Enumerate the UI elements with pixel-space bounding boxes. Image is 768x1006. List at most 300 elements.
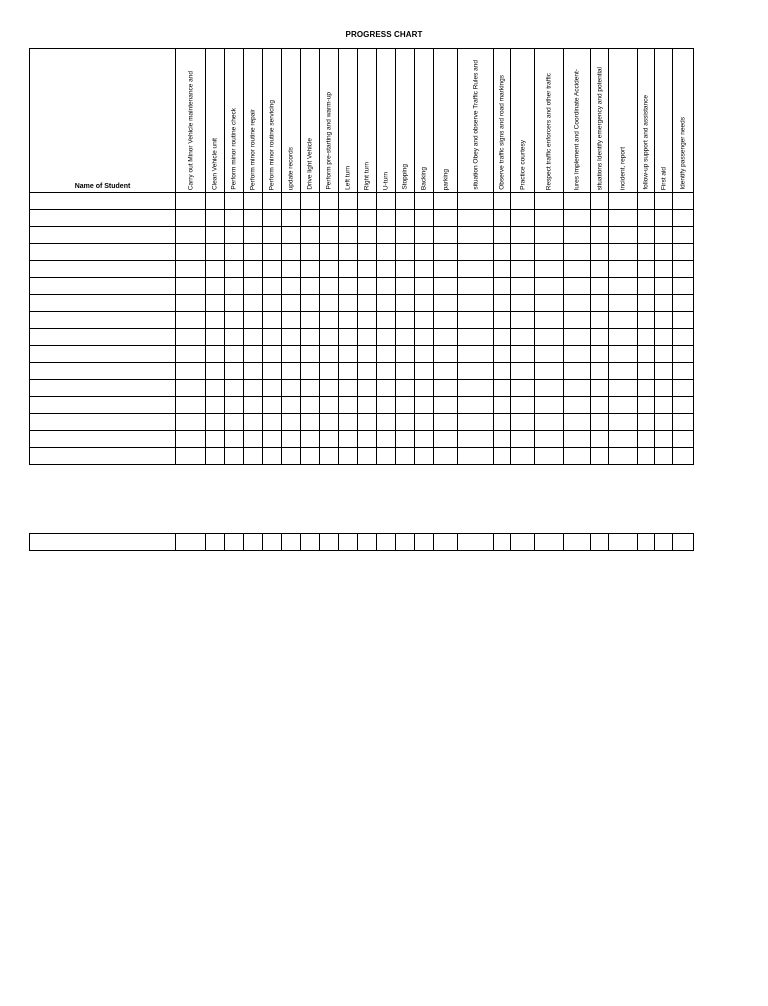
progress-cell[interactable] — [655, 431, 673, 448]
progress-cell[interactable] — [609, 210, 638, 227]
progress-cell[interactable] — [244, 278, 263, 295]
summary-cell[interactable] — [564, 534, 591, 551]
progress-cell[interactable] — [655, 261, 673, 278]
progress-cell[interactable] — [673, 397, 694, 414]
summary-cell[interactable] — [535, 534, 564, 551]
progress-cell[interactable] — [225, 210, 244, 227]
progress-cell[interactable] — [396, 278, 415, 295]
progress-cell[interactable] — [564, 312, 591, 329]
progress-cell[interactable] — [511, 431, 535, 448]
summary-cell[interactable] — [655, 534, 673, 551]
progress-cell[interactable] — [320, 363, 339, 380]
progress-cell[interactable] — [511, 227, 535, 244]
progress-cell[interactable] — [225, 346, 244, 363]
progress-cell[interactable] — [339, 363, 358, 380]
progress-cell[interactable] — [176, 363, 206, 380]
progress-cell[interactable] — [244, 329, 263, 346]
progress-cell[interactable] — [282, 346, 301, 363]
progress-cell[interactable] — [609, 414, 638, 431]
progress-cell[interactable] — [434, 227, 458, 244]
progress-cell[interactable] — [655, 346, 673, 363]
progress-cell[interactable] — [564, 363, 591, 380]
progress-cell[interactable] — [655, 227, 673, 244]
progress-cell[interactable] — [339, 295, 358, 312]
progress-cell[interactable] — [225, 312, 244, 329]
progress-cell[interactable] — [244, 227, 263, 244]
summary-cell[interactable] — [396, 534, 415, 551]
progress-cell[interactable] — [655, 193, 673, 210]
progress-cell[interactable] — [591, 431, 609, 448]
progress-cell[interactable] — [377, 329, 396, 346]
progress-cell[interactable] — [320, 329, 339, 346]
progress-cell[interactable] — [494, 227, 511, 244]
progress-cell[interactable] — [320, 193, 339, 210]
progress-cell[interactable] — [673, 261, 694, 278]
progress-cell[interactable] — [434, 244, 458, 261]
progress-cell[interactable] — [377, 380, 396, 397]
progress-cell[interactable] — [225, 431, 244, 448]
progress-cell[interactable] — [244, 295, 263, 312]
summary-cell[interactable] — [415, 534, 434, 551]
progress-cell[interactable] — [494, 261, 511, 278]
progress-cell[interactable] — [301, 363, 320, 380]
progress-cell[interactable] — [244, 261, 263, 278]
progress-cell[interactable] — [377, 363, 396, 380]
progress-cell[interactable] — [458, 193, 494, 210]
progress-cell[interactable] — [377, 227, 396, 244]
student-name-cell[interactable] — [30, 414, 176, 431]
student-name-cell[interactable] — [30, 210, 176, 227]
progress-cell[interactable] — [415, 397, 434, 414]
progress-cell[interactable] — [358, 193, 377, 210]
progress-cell[interactable] — [564, 261, 591, 278]
progress-cell[interactable] — [282, 227, 301, 244]
student-name-cell[interactable] — [30, 244, 176, 261]
progress-cell[interactable] — [339, 329, 358, 346]
progress-cell[interactable] — [396, 295, 415, 312]
progress-cell[interactable] — [377, 244, 396, 261]
progress-cell[interactable] — [176, 431, 206, 448]
progress-cell[interactable] — [320, 380, 339, 397]
progress-cell[interactable] — [358, 210, 377, 227]
progress-cell[interactable] — [320, 431, 339, 448]
progress-cell[interactable] — [225, 448, 244, 465]
progress-cell[interactable] — [263, 431, 282, 448]
progress-cell[interactable] — [358, 278, 377, 295]
summary-cell[interactable] — [609, 534, 638, 551]
summary-cell[interactable] — [591, 534, 609, 551]
progress-cell[interactable] — [320, 244, 339, 261]
progress-cell[interactable] — [225, 193, 244, 210]
student-name-cell[interactable] — [30, 278, 176, 295]
progress-cell[interactable] — [301, 278, 320, 295]
progress-cell[interactable] — [282, 363, 301, 380]
progress-cell[interactable] — [358, 295, 377, 312]
progress-cell[interactable] — [206, 397, 225, 414]
progress-cell[interactable] — [396, 244, 415, 261]
progress-cell[interactable] — [377, 397, 396, 414]
progress-cell[interactable] — [339, 380, 358, 397]
progress-cell[interactable] — [263, 380, 282, 397]
progress-cell[interactable] — [396, 448, 415, 465]
progress-cell[interactable] — [282, 193, 301, 210]
progress-cell[interactable] — [458, 227, 494, 244]
progress-cell[interactable] — [320, 414, 339, 431]
progress-cell[interactable] — [511, 312, 535, 329]
summary-cell[interactable] — [434, 534, 458, 551]
progress-cell[interactable] — [415, 312, 434, 329]
progress-cell[interactable] — [396, 193, 415, 210]
progress-cell[interactable] — [564, 193, 591, 210]
progress-cell[interactable] — [176, 295, 206, 312]
progress-cell[interactable] — [434, 329, 458, 346]
progress-cell[interactable] — [535, 244, 564, 261]
progress-cell[interactable] — [494, 295, 511, 312]
progress-cell[interactable] — [434, 278, 458, 295]
progress-cell[interactable] — [564, 380, 591, 397]
progress-cell[interactable] — [377, 261, 396, 278]
progress-cell[interactable] — [320, 295, 339, 312]
progress-cell[interactable] — [535, 363, 564, 380]
progress-cell[interactable] — [638, 278, 655, 295]
progress-cell[interactable] — [176, 227, 206, 244]
progress-cell[interactable] — [206, 329, 225, 346]
progress-cell[interactable] — [655, 414, 673, 431]
progress-cell[interactable] — [263, 448, 282, 465]
progress-cell[interactable] — [244, 244, 263, 261]
progress-cell[interactable] — [673, 414, 694, 431]
progress-cell[interactable] — [458, 312, 494, 329]
progress-cell[interactable] — [396, 431, 415, 448]
progress-cell[interactable] — [591, 448, 609, 465]
progress-cell[interactable] — [301, 261, 320, 278]
progress-cell[interactable] — [415, 261, 434, 278]
progress-cell[interactable] — [263, 346, 282, 363]
progress-cell[interactable] — [511, 278, 535, 295]
progress-cell[interactable] — [339, 448, 358, 465]
progress-cell[interactable] — [458, 210, 494, 227]
progress-cell[interactable] — [609, 261, 638, 278]
progress-cell[interactable] — [225, 397, 244, 414]
progress-cell[interactable] — [609, 227, 638, 244]
progress-cell[interactable] — [535, 261, 564, 278]
progress-cell[interactable] — [339, 312, 358, 329]
progress-cell[interactable] — [655, 397, 673, 414]
progress-cell[interactable] — [263, 363, 282, 380]
progress-cell[interactable] — [638, 346, 655, 363]
progress-cell[interactable] — [494, 312, 511, 329]
progress-cell[interactable] — [673, 278, 694, 295]
summary-cell[interactable] — [301, 534, 320, 551]
progress-cell[interactable] — [494, 244, 511, 261]
progress-cell[interactable] — [282, 329, 301, 346]
progress-cell[interactable] — [609, 380, 638, 397]
progress-cell[interactable] — [458, 431, 494, 448]
progress-cell[interactable] — [176, 193, 206, 210]
progress-cell[interactable] — [591, 312, 609, 329]
progress-cell[interactable] — [494, 278, 511, 295]
progress-cell[interactable] — [176, 346, 206, 363]
progress-cell[interactable] — [511, 414, 535, 431]
summary-cell[interactable] — [494, 534, 511, 551]
progress-cell[interactable] — [535, 380, 564, 397]
progress-cell[interactable] — [434, 210, 458, 227]
progress-cell[interactable] — [494, 414, 511, 431]
progress-cell[interactable] — [535, 448, 564, 465]
student-name-cell[interactable] — [30, 193, 176, 210]
progress-cell[interactable] — [339, 244, 358, 261]
progress-cell[interactable] — [339, 431, 358, 448]
progress-cell[interactable] — [339, 193, 358, 210]
progress-cell[interactable] — [244, 397, 263, 414]
summary-cell[interactable] — [244, 534, 263, 551]
progress-cell[interactable] — [244, 210, 263, 227]
progress-cell[interactable] — [377, 431, 396, 448]
progress-cell[interactable] — [206, 210, 225, 227]
progress-cell[interactable] — [282, 244, 301, 261]
progress-cell[interactable] — [591, 193, 609, 210]
progress-cell[interactable] — [176, 414, 206, 431]
progress-cell[interactable] — [320, 278, 339, 295]
progress-cell[interactable] — [176, 380, 206, 397]
progress-cell[interactable] — [263, 329, 282, 346]
progress-cell[interactable] — [263, 312, 282, 329]
progress-cell[interactable] — [564, 244, 591, 261]
progress-cell[interactable] — [244, 363, 263, 380]
student-name-cell[interactable] — [30, 380, 176, 397]
progress-cell[interactable] — [655, 380, 673, 397]
progress-cell[interactable] — [206, 448, 225, 465]
progress-cell[interactable] — [320, 397, 339, 414]
progress-cell[interactable] — [638, 329, 655, 346]
progress-cell[interactable] — [377, 278, 396, 295]
progress-cell[interactable] — [206, 312, 225, 329]
progress-cell[interactable] — [377, 210, 396, 227]
progress-cell[interactable] — [458, 244, 494, 261]
progress-cell[interactable] — [564, 329, 591, 346]
progress-cell[interactable] — [358, 431, 377, 448]
progress-cell[interactable] — [176, 244, 206, 261]
progress-cell[interactable] — [655, 312, 673, 329]
progress-cell[interactable] — [263, 210, 282, 227]
progress-cell[interactable] — [494, 380, 511, 397]
progress-cell[interactable] — [339, 346, 358, 363]
progress-cell[interactable] — [282, 261, 301, 278]
student-name-cell[interactable] — [30, 431, 176, 448]
progress-cell[interactable] — [458, 295, 494, 312]
progress-cell[interactable] — [263, 278, 282, 295]
progress-cell[interactable] — [339, 414, 358, 431]
progress-cell[interactable] — [494, 363, 511, 380]
summary-cell[interactable] — [377, 534, 396, 551]
progress-cell[interactable] — [358, 346, 377, 363]
progress-cell[interactable] — [609, 244, 638, 261]
progress-cell[interactable] — [320, 346, 339, 363]
summary-cell[interactable] — [358, 534, 377, 551]
progress-cell[interactable] — [494, 448, 511, 465]
progress-cell[interactable] — [244, 431, 263, 448]
progress-cell[interactable] — [673, 346, 694, 363]
progress-cell[interactable] — [176, 261, 206, 278]
progress-cell[interactable] — [673, 312, 694, 329]
progress-cell[interactable] — [282, 414, 301, 431]
progress-cell[interactable] — [339, 261, 358, 278]
progress-cell[interactable] — [591, 227, 609, 244]
progress-cell[interactable] — [638, 227, 655, 244]
progress-cell[interactable] — [263, 397, 282, 414]
progress-cell[interactable] — [301, 193, 320, 210]
progress-cell[interactable] — [244, 414, 263, 431]
progress-cell[interactable] — [320, 448, 339, 465]
progress-cell[interactable] — [434, 397, 458, 414]
progress-cell[interactable] — [415, 295, 434, 312]
progress-cell[interactable] — [377, 414, 396, 431]
progress-cell[interactable] — [434, 193, 458, 210]
progress-cell[interactable] — [511, 346, 535, 363]
progress-cell[interactable] — [225, 295, 244, 312]
progress-cell[interactable] — [301, 448, 320, 465]
progress-cell[interactable] — [358, 261, 377, 278]
progress-cell[interactable] — [609, 329, 638, 346]
progress-cell[interactable] — [434, 431, 458, 448]
progress-cell[interactable] — [396, 363, 415, 380]
student-name-cell[interactable] — [30, 397, 176, 414]
progress-cell[interactable] — [638, 312, 655, 329]
progress-cell[interactable] — [434, 448, 458, 465]
progress-cell[interactable] — [206, 227, 225, 244]
progress-cell[interactable] — [673, 193, 694, 210]
progress-cell[interactable] — [358, 227, 377, 244]
progress-cell[interactable] — [358, 380, 377, 397]
progress-cell[interactable] — [377, 295, 396, 312]
progress-cell[interactable] — [535, 397, 564, 414]
progress-cell[interactable] — [206, 380, 225, 397]
progress-cell[interactable] — [282, 397, 301, 414]
progress-cell[interactable] — [511, 329, 535, 346]
progress-cell[interactable] — [301, 312, 320, 329]
progress-cell[interactable] — [494, 193, 511, 210]
progress-cell[interactable] — [511, 295, 535, 312]
progress-cell[interactable] — [263, 193, 282, 210]
progress-cell[interactable] — [535, 295, 564, 312]
progress-cell[interactable] — [673, 244, 694, 261]
progress-cell[interactable] — [396, 346, 415, 363]
progress-cell[interactable] — [535, 278, 564, 295]
progress-cell[interactable] — [535, 193, 564, 210]
progress-cell[interactable] — [358, 244, 377, 261]
progress-cell[interactable] — [458, 346, 494, 363]
progress-cell[interactable] — [396, 261, 415, 278]
summary-cell[interactable] — [225, 534, 244, 551]
progress-cell[interactable] — [206, 295, 225, 312]
progress-cell[interactable] — [415, 431, 434, 448]
progress-cell[interactable] — [301, 210, 320, 227]
student-name-cell[interactable] — [30, 227, 176, 244]
progress-cell[interactable] — [535, 312, 564, 329]
progress-cell[interactable] — [320, 210, 339, 227]
progress-cell[interactable] — [434, 414, 458, 431]
progress-cell[interactable] — [673, 295, 694, 312]
progress-cell[interactable] — [301, 227, 320, 244]
progress-cell[interactable] — [655, 210, 673, 227]
progress-cell[interactable] — [358, 397, 377, 414]
progress-cell[interactable] — [176, 312, 206, 329]
summary-cell[interactable] — [263, 534, 282, 551]
progress-cell[interactable] — [377, 448, 396, 465]
progress-cell[interactable] — [358, 329, 377, 346]
progress-cell[interactable] — [564, 278, 591, 295]
progress-cell[interactable] — [591, 397, 609, 414]
progress-cell[interactable] — [458, 448, 494, 465]
progress-cell[interactable] — [591, 414, 609, 431]
progress-cell[interactable] — [434, 380, 458, 397]
progress-cell[interactable] — [511, 210, 535, 227]
progress-cell[interactable] — [358, 414, 377, 431]
progress-cell[interactable] — [282, 312, 301, 329]
progress-cell[interactable] — [282, 431, 301, 448]
summary-cell[interactable] — [282, 534, 301, 551]
progress-cell[interactable] — [396, 210, 415, 227]
progress-cell[interactable] — [655, 448, 673, 465]
progress-cell[interactable] — [415, 448, 434, 465]
progress-cell[interactable] — [564, 397, 591, 414]
progress-cell[interactable] — [206, 261, 225, 278]
progress-cell[interactable] — [535, 346, 564, 363]
progress-cell[interactable] — [263, 414, 282, 431]
progress-cell[interactable] — [434, 261, 458, 278]
progress-cell[interactable] — [396, 227, 415, 244]
student-name-cell[interactable] — [30, 312, 176, 329]
progress-cell[interactable] — [282, 210, 301, 227]
progress-cell[interactable] — [638, 210, 655, 227]
progress-cell[interactable] — [564, 295, 591, 312]
progress-cell[interactable] — [339, 397, 358, 414]
progress-cell[interactable] — [282, 448, 301, 465]
progress-cell[interactable] — [415, 414, 434, 431]
progress-cell[interactable] — [301, 380, 320, 397]
progress-cell[interactable] — [609, 295, 638, 312]
progress-cell[interactable] — [511, 448, 535, 465]
progress-cell[interactable] — [638, 380, 655, 397]
progress-cell[interactable] — [225, 329, 244, 346]
progress-cell[interactable] — [339, 227, 358, 244]
progress-cell[interactable] — [511, 380, 535, 397]
progress-cell[interactable] — [282, 380, 301, 397]
progress-cell[interactable] — [396, 312, 415, 329]
progress-cell[interactable] — [301, 329, 320, 346]
progress-cell[interactable] — [638, 431, 655, 448]
progress-cell[interactable] — [301, 414, 320, 431]
progress-cell[interactable] — [206, 244, 225, 261]
progress-cell[interactable] — [638, 363, 655, 380]
progress-cell[interactable] — [244, 380, 263, 397]
summary-cell[interactable] — [638, 534, 655, 551]
progress-cell[interactable] — [176, 278, 206, 295]
student-name-cell[interactable] — [30, 329, 176, 346]
progress-cell[interactable] — [511, 244, 535, 261]
student-name-cell[interactable] — [30, 295, 176, 312]
progress-cell[interactable] — [564, 210, 591, 227]
progress-cell[interactable] — [458, 397, 494, 414]
progress-cell[interactable] — [339, 210, 358, 227]
progress-cell[interactable] — [434, 363, 458, 380]
summary-cell[interactable] — [673, 534, 694, 551]
progress-cell[interactable] — [434, 346, 458, 363]
progress-cell[interactable] — [609, 363, 638, 380]
student-name-cell[interactable] — [30, 261, 176, 278]
progress-cell[interactable] — [301, 397, 320, 414]
progress-cell[interactable] — [494, 431, 511, 448]
